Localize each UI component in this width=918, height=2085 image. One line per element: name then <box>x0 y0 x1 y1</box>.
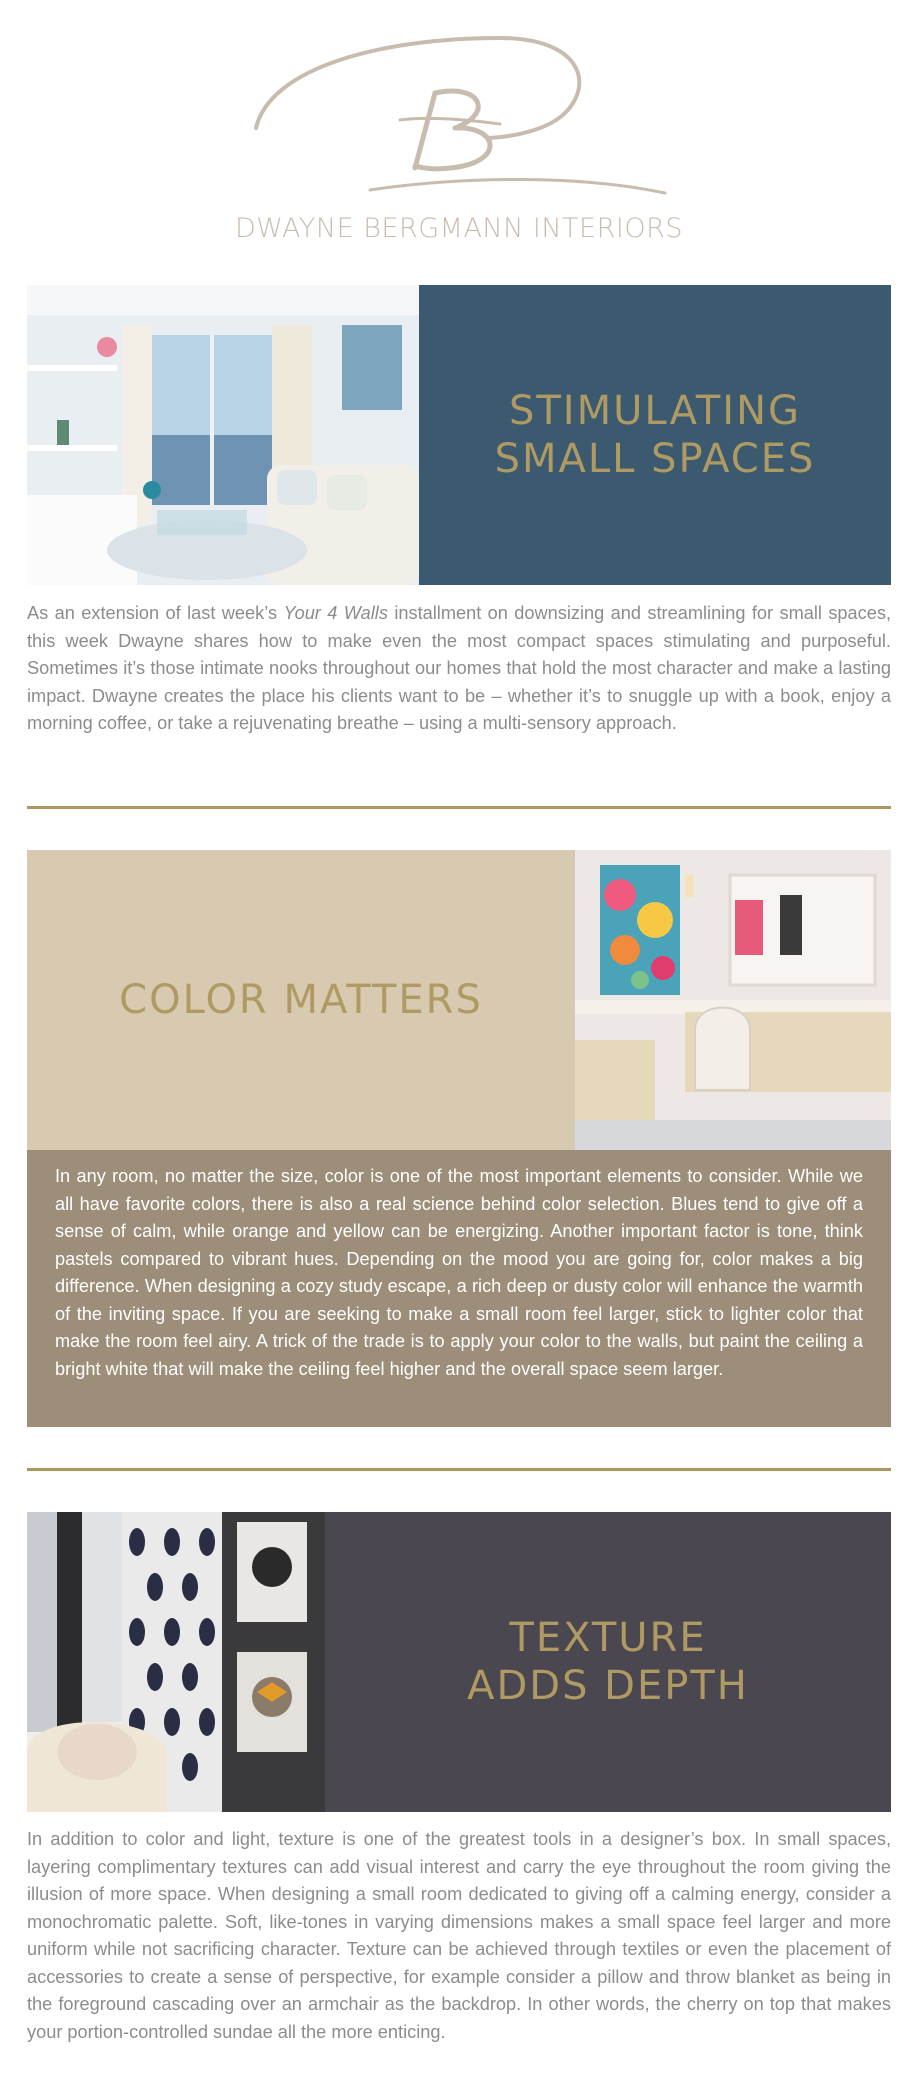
section-title-panel-texture <box>325 1512 891 1812</box>
section-body-small-spaces: As an extension of last week’s Your 4 Walls installment on downsizing and streamlining for small spaces, this week Dwayne shares how to make even the most compact spaces stimulating and purposeful. Sometimes it’s those intimate nooks throughout our homes that hold the most character and make a lasting impact. Dwayne creates the place his clients want to be – whether it’s to snuggle up with a book, enjoy a morning coffee, or take a rejuvenating breathe – using a multi-sensory approach. <box>27 603 892 733</box>
section-title: STIMULATING <box>508 388 801 434</box>
section-divider <box>27 806 891 809</box>
monogram-logo-icon <box>250 28 670 208</box>
section-body-texture <box>27 1826 891 2046</box>
section-title: SMALL SPACES <box>494 436 816 482</box>
section-title: TEXTURE <box>509 1615 707 1661</box>
section-body-color-panel <box>27 1150 891 1427</box>
column-name: Your 4 Walls <box>283 603 388 623</box>
living-room-photo <box>27 285 419 585</box>
brand-logo <box>0 0 918 260</box>
vanity-room-photo <box>575 850 891 1150</box>
section-title: ADDS DEPTH <box>467 1663 749 1709</box>
section-body: In any room, no matter the size, color is one of the most important elements to consider. While we all have favorite colors, there is also a real science behind color selection. Blues tend to give off a sense of calm, while orange and yellow can be energizing. Another important factor is tone, think pastels compared to vibrant hues. Depending on the mood you are going for, color makes a big difference. When designing a cozy study escape, a rich deep or dusty color will enhance the warmth of the inviting space. If you are seeking to make a small room feel larger, stick to lighter color that make the room feel airy. A trick of the trade is to apply your color to the walls, but paint the ceiling a bright white that will make the ceiling feel higher and the overall space seem larger. <box>55 1166 863 1379</box>
section-body: In addition to color and light, texture is one of the greatest tools in a designer’s box. In small spaces, layering complimentary textures can add visual interest and carry the eye throughout the room giving the illusion of more space. When designing a small room dedicated to giving off a calming energy, consider a monochromatic palette. Soft, like-tones in varying dimensions makes a small space feel larger and more uniform while not sacrificing character. Texture can be achieved through textiles or even the placement of accessories to create a sense of perspective, for example consider a pillow and throw blanket as being in the foreground cascading over an armchair as the backdrop. In other words, the cherry on top that makes your portion-controlled sundae all the more enticing. <box>27 1829 891 2042</box>
section-title-panel-small-spaces <box>419 285 891 585</box>
section-title: COLOR MATTERS <box>119 977 483 1023</box>
brand-name: DWAYNE BERGMANN INTERIORS <box>235 213 683 244</box>
textured-room-photo <box>27 1512 325 1812</box>
section-title-panel-color <box>27 850 575 1150</box>
section-divider <box>27 1468 891 1471</box>
